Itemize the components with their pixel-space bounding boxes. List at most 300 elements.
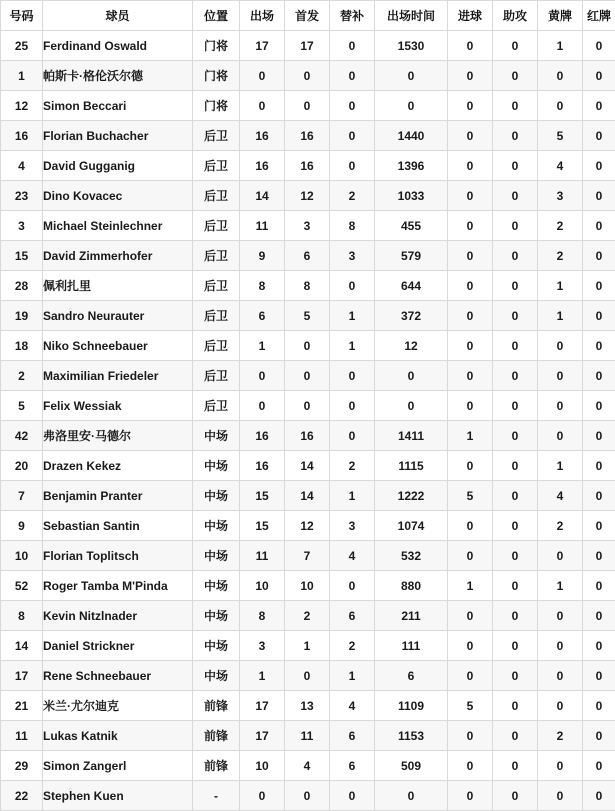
player-position-cell: 前锋 (193, 721, 240, 751)
starts-cell: 0 (285, 391, 330, 421)
assists-cell: 0 (493, 91, 538, 121)
yellow-cards-cell: 1 (538, 31, 583, 61)
player-number-cell: 29 (1, 751, 43, 781)
table-row[interactable] (1, 271, 615, 301)
appearances-cell: 9 (240, 241, 285, 271)
goals-cell: 0 (448, 361, 493, 391)
assists-cell: 0 (493, 601, 538, 631)
appearances-cell: 1 (240, 331, 285, 361)
substitute-cell: 8 (330, 211, 375, 241)
player-position-cell: 中场 (193, 511, 240, 541)
yellow-cards-cell: 0 (538, 331, 583, 361)
player-position-cell: 中场 (193, 541, 240, 571)
red-cards-cell: 0 (583, 571, 615, 601)
yellow-cards-cell: 0 (538, 541, 583, 571)
assists-cell: 0 (493, 271, 538, 301)
goals-cell: 0 (448, 661, 493, 691)
goals-cell: 0 (448, 511, 493, 541)
assists-cell: 0 (493, 541, 538, 571)
assists-cell: 0 (493, 331, 538, 361)
assists-cell: 0 (493, 31, 538, 61)
substitute-cell: 2 (330, 451, 375, 481)
red-cards-cell: 0 (583, 391, 615, 421)
substitute-cell: 0 (330, 31, 375, 61)
player-name-cell: Drazen Kekez (43, 451, 193, 481)
red-cards-cell: 0 (583, 151, 615, 181)
appearances-cell: 17 (240, 721, 285, 751)
player-name-cell: 佩利扎里 (43, 271, 193, 301)
player-position-cell: 中场 (193, 661, 240, 691)
table-row[interactable] (1, 151, 615, 181)
minutes-cell: 6 (375, 661, 448, 691)
player-position-cell: 中场 (193, 481, 240, 511)
table-row[interactable] (1, 751, 615, 781)
table-row[interactable] (1, 361, 615, 391)
player-name-cell: Ferdinand Oswald (43, 31, 193, 61)
yellow-cards-cell: 0 (538, 631, 583, 661)
red-cards-cell: 0 (583, 691, 615, 721)
substitute-cell: 3 (330, 511, 375, 541)
column-header-assists[interactable]: 助攻 (493, 1, 538, 31)
red-cards-cell: 0 (583, 541, 615, 571)
minutes-cell: 0 (375, 391, 448, 421)
starts-cell: 16 (285, 121, 330, 151)
minutes-cell: 1115 (375, 451, 448, 481)
player-position-cell: 后卫 (193, 181, 240, 211)
player-name-cell: Simon Beccari (43, 91, 193, 121)
appearances-cell: 11 (240, 541, 285, 571)
goals-cell: 0 (448, 301, 493, 331)
starts-cell: 7 (285, 541, 330, 571)
minutes-cell: 1530 (375, 31, 448, 61)
starts-cell: 16 (285, 151, 330, 181)
table-row[interactable] (1, 661, 615, 691)
player-position-cell: 中场 (193, 601, 240, 631)
table-row[interactable] (1, 631, 615, 661)
substitute-cell: 0 (330, 61, 375, 91)
player-name-cell: Lukas Katnik (43, 721, 193, 751)
column-header-goals[interactable]: 进球 (448, 1, 493, 31)
goals-cell: 0 (448, 451, 493, 481)
table-row[interactable] (1, 61, 615, 91)
player-name-cell: Stephen Kuen (43, 781, 193, 811)
assists-cell: 0 (493, 511, 538, 541)
assists-cell: 0 (493, 181, 538, 211)
player-name-cell: Niko Schneebauer (43, 331, 193, 361)
starts-cell: 16 (285, 421, 330, 451)
player-name-cell: David Gugganig (43, 151, 193, 181)
table-row[interactable] (1, 91, 615, 121)
player-name-cell: Michael Steinlechner (43, 211, 193, 241)
player-number-cell: 14 (1, 631, 43, 661)
table-row[interactable] (1, 181, 615, 211)
goals-cell: 0 (448, 121, 493, 151)
yellow-cards-cell: 1 (538, 571, 583, 601)
yellow-cards-cell: 4 (538, 151, 583, 181)
substitute-cell: 0 (330, 421, 375, 451)
table-row[interactable] (1, 301, 615, 331)
column-header-position[interactable]: 位置 (193, 1, 240, 31)
appearances-cell: 16 (240, 151, 285, 181)
minutes-cell: 1153 (375, 721, 448, 751)
appearances-cell: 0 (240, 781, 285, 811)
table-row[interactable] (1, 451, 615, 481)
player-position-cell: 后卫 (193, 331, 240, 361)
substitute-cell: 1 (330, 661, 375, 691)
yellow-cards-cell: 0 (538, 601, 583, 631)
minutes-cell: 1440 (375, 121, 448, 151)
goals-cell: 0 (448, 91, 493, 121)
red-cards-cell: 0 (583, 211, 615, 241)
column-header-yellow[interactable]: 黄牌 (538, 1, 583, 31)
red-cards-cell: 0 (583, 61, 615, 91)
substitute-cell: 2 (330, 631, 375, 661)
appearances-cell: 16 (240, 121, 285, 151)
starts-cell: 12 (285, 511, 330, 541)
red-cards-cell: 0 (583, 481, 615, 511)
starts-cell: 4 (285, 751, 330, 781)
player-position-cell: 前锋 (193, 751, 240, 781)
player-name-cell: Daniel Strickner (43, 631, 193, 661)
column-header-number[interactable]: 号码 (1, 1, 43, 31)
column-header-starts[interactable]: 首发 (285, 1, 330, 31)
starts-cell: 0 (285, 661, 330, 691)
player-name-cell: Sebastian Santin (43, 511, 193, 541)
appearances-cell: 8 (240, 271, 285, 301)
starts-cell: 17 (285, 31, 330, 61)
appearances-cell: 11 (240, 211, 285, 241)
table-row[interactable] (1, 31, 615, 61)
table-row[interactable] (1, 211, 615, 241)
goals-cell: 0 (448, 601, 493, 631)
red-cards-cell: 0 (583, 661, 615, 691)
assists-cell: 0 (493, 121, 538, 151)
assists-cell: 0 (493, 211, 538, 241)
player-number-cell: 19 (1, 301, 43, 331)
player-position-cell: 门将 (193, 31, 240, 61)
goals-cell: 0 (448, 721, 493, 751)
appearances-cell: 6 (240, 301, 285, 331)
assists-cell: 0 (493, 781, 538, 811)
player-name-cell: Rene Schneebauer (43, 661, 193, 691)
assists-cell: 0 (493, 631, 538, 661)
minutes-cell: 1033 (375, 181, 448, 211)
starts-cell: 11 (285, 721, 330, 751)
player-position-cell: 后卫 (193, 121, 240, 151)
table-row[interactable] (1, 541, 615, 571)
red-cards-cell: 0 (583, 361, 615, 391)
yellow-cards-cell: 0 (538, 421, 583, 451)
starts-cell: 0 (285, 361, 330, 391)
red-cards-cell: 0 (583, 91, 615, 121)
minutes-cell: 372 (375, 301, 448, 331)
yellow-cards-cell: 1 (538, 451, 583, 481)
assists-cell: 0 (493, 661, 538, 691)
red-cards-cell: 0 (583, 781, 615, 811)
player-position-cell: 后卫 (193, 241, 240, 271)
appearances-cell: 8 (240, 601, 285, 631)
substitute-cell: 1 (330, 301, 375, 331)
appearances-cell: 16 (240, 451, 285, 481)
player-number-cell: 20 (1, 451, 43, 481)
minutes-cell: 0 (375, 361, 448, 391)
assists-cell: 0 (493, 241, 538, 271)
minutes-cell: 111 (375, 631, 448, 661)
yellow-cards-cell: 1 (538, 301, 583, 331)
starts-cell: 0 (285, 91, 330, 121)
yellow-cards-cell: 0 (538, 61, 583, 91)
goals-cell: 0 (448, 391, 493, 421)
player-position-cell: 前锋 (193, 691, 240, 721)
assists-cell: 0 (493, 721, 538, 751)
goals-cell: 1 (448, 571, 493, 601)
goals-cell: 0 (448, 631, 493, 661)
starts-cell: 14 (285, 451, 330, 481)
player-name-cell: David Zimmerhofer (43, 241, 193, 271)
red-cards-cell: 0 (583, 31, 615, 61)
substitute-cell: 0 (330, 571, 375, 601)
appearances-cell: 15 (240, 481, 285, 511)
player-number-cell: 52 (1, 571, 43, 601)
player-name-cell: 米兰·尤尔迪克 (43, 691, 193, 721)
starts-cell: 10 (285, 571, 330, 601)
yellow-cards-cell: 1 (538, 271, 583, 301)
player-position-cell: 后卫 (193, 361, 240, 391)
assists-cell: 0 (493, 571, 538, 601)
starts-cell: 14 (285, 481, 330, 511)
yellow-cards-cell: 0 (538, 751, 583, 781)
table-row[interactable] (1, 121, 615, 151)
player-position-cell: 后卫 (193, 211, 240, 241)
substitute-cell: 4 (330, 541, 375, 571)
yellow-cards-cell: 0 (538, 781, 583, 811)
goals-cell: 0 (448, 211, 493, 241)
yellow-cards-cell: 2 (538, 511, 583, 541)
goals-cell: 5 (448, 481, 493, 511)
player-number-cell: 1 (1, 61, 43, 91)
table-row[interactable] (1, 391, 615, 421)
substitute-cell: 6 (330, 721, 375, 751)
table-header (1, 1, 615, 31)
player-number-cell: 22 (1, 781, 43, 811)
appearances-cell: 0 (240, 361, 285, 391)
minutes-cell: 0 (375, 781, 448, 811)
red-cards-cell: 0 (583, 721, 615, 751)
yellow-cards-cell: 0 (538, 661, 583, 691)
substitute-cell: 0 (330, 121, 375, 151)
table-row[interactable] (1, 781, 615, 811)
yellow-cards-cell: 2 (538, 721, 583, 751)
starts-cell: 6 (285, 241, 330, 271)
minutes-cell: 1396 (375, 151, 448, 181)
substitute-cell: 0 (330, 361, 375, 391)
minutes-cell: 211 (375, 601, 448, 631)
yellow-cards-cell: 4 (538, 481, 583, 511)
substitute-cell: 1 (330, 331, 375, 361)
table-row[interactable] (1, 691, 615, 721)
player-name-cell: Simon Zangerl (43, 751, 193, 781)
table-row[interactable] (1, 571, 615, 601)
goals-cell: 1 (448, 421, 493, 451)
player-position-cell: 中场 (193, 451, 240, 481)
goals-cell: 0 (448, 271, 493, 301)
minutes-cell: 579 (375, 241, 448, 271)
minutes-cell: 644 (375, 271, 448, 301)
minutes-cell: 455 (375, 211, 448, 241)
red-cards-cell: 0 (583, 181, 615, 211)
goals-cell: 5 (448, 691, 493, 721)
goals-cell: 0 (448, 181, 493, 211)
appearances-cell: 3 (240, 631, 285, 661)
red-cards-cell: 0 (583, 331, 615, 361)
player-number-cell: 17 (1, 661, 43, 691)
player-number-cell: 23 (1, 181, 43, 211)
substitute-cell: 1 (330, 481, 375, 511)
red-cards-cell: 0 (583, 601, 615, 631)
assists-cell: 0 (493, 61, 538, 91)
player-number-cell: 2 (1, 361, 43, 391)
assists-cell: 0 (493, 751, 538, 781)
player-name-cell: 弗洛里安·马德尔 (43, 421, 193, 451)
appearances-cell: 0 (240, 61, 285, 91)
starts-cell: 0 (285, 331, 330, 361)
table-header-row (1, 1, 615, 31)
player-position-cell: 中场 (193, 631, 240, 661)
appearances-cell: 16 (240, 421, 285, 451)
substitute-cell: 2 (330, 181, 375, 211)
column-header-red[interactable]: 红牌 (583, 1, 615, 31)
table-row[interactable] (1, 511, 615, 541)
player-name-cell: Benjamin Pranter (43, 481, 193, 511)
appearances-cell: 0 (240, 391, 285, 421)
player-number-cell: 7 (1, 481, 43, 511)
minutes-cell: 1222 (375, 481, 448, 511)
assists-cell: 0 (493, 421, 538, 451)
yellow-cards-cell: 0 (538, 691, 583, 721)
starts-cell: 8 (285, 271, 330, 301)
player-number-cell: 18 (1, 331, 43, 361)
minutes-cell: 1109 (375, 691, 448, 721)
appearances-cell: 0 (240, 91, 285, 121)
column-header-minutes[interactable]: 出场时间 (375, 1, 448, 31)
table-row[interactable] (1, 601, 615, 631)
substitute-cell: 6 (330, 601, 375, 631)
goals-cell: 0 (448, 31, 493, 61)
substitute-cell: 0 (330, 91, 375, 121)
player-name-cell: Florian Buchacher (43, 121, 193, 151)
appearances-cell: 14 (240, 181, 285, 211)
minutes-cell: 0 (375, 91, 448, 121)
player-name-cell: Roger Tamba M'Pinda (43, 571, 193, 601)
goals-cell: 0 (448, 151, 493, 181)
appearances-cell: 1 (240, 661, 285, 691)
appearances-cell: 10 (240, 571, 285, 601)
player-name-cell: 帕斯卡·格伦沃尔德 (43, 61, 193, 91)
column-header-sub[interactable]: 替补 (330, 1, 375, 31)
minutes-cell: 12 (375, 331, 448, 361)
player-name-cell: Kevin Nitzlnader (43, 601, 193, 631)
player-position-cell: - (193, 781, 240, 811)
starts-cell: 0 (285, 61, 330, 91)
appearances-cell: 17 (240, 691, 285, 721)
player-number-cell: 12 (1, 91, 43, 121)
yellow-cards-cell: 0 (538, 391, 583, 421)
goals-cell: 0 (448, 781, 493, 811)
player-number-cell: 3 (1, 211, 43, 241)
player-number-cell: 16 (1, 121, 43, 151)
minutes-cell: 1411 (375, 421, 448, 451)
yellow-cards-cell: 5 (538, 121, 583, 151)
column-header-apps[interactable]: 出场 (240, 1, 285, 31)
player-number-cell: 8 (1, 601, 43, 631)
goals-cell: 0 (448, 331, 493, 361)
starts-cell: 13 (285, 691, 330, 721)
player-number-cell: 4 (1, 151, 43, 181)
starts-cell: 5 (285, 301, 330, 331)
table-row[interactable] (1, 721, 615, 751)
red-cards-cell: 0 (583, 421, 615, 451)
red-cards-cell: 0 (583, 241, 615, 271)
goals-cell: 0 (448, 541, 493, 571)
yellow-cards-cell: 3 (538, 181, 583, 211)
player-number-cell: 15 (1, 241, 43, 271)
goals-cell: 0 (448, 61, 493, 91)
yellow-cards-cell: 0 (538, 361, 583, 391)
assists-cell: 0 (493, 481, 538, 511)
player-number-cell: 25 (1, 31, 43, 61)
player-number-cell: 28 (1, 271, 43, 301)
column-header-player[interactable]: 球员 (43, 1, 193, 31)
substitute-cell: 3 (330, 241, 375, 271)
player-name-cell: Sandro Neurauter (43, 301, 193, 331)
substitute-cell: 6 (330, 751, 375, 781)
table-row[interactable] (1, 481, 615, 511)
table-row[interactable] (1, 331, 615, 361)
minutes-cell: 1074 (375, 511, 448, 541)
substitute-cell: 4 (330, 691, 375, 721)
yellow-cards-cell: 2 (538, 241, 583, 271)
player-name-cell: Felix Wessiak (43, 391, 193, 421)
yellow-cards-cell: 0 (538, 91, 583, 121)
assists-cell: 0 (493, 451, 538, 481)
player-position-cell: 后卫 (193, 151, 240, 181)
player-number-cell: 10 (1, 541, 43, 571)
player-number-cell: 9 (1, 511, 43, 541)
red-cards-cell: 0 (583, 301, 615, 331)
player-position-cell: 门将 (193, 91, 240, 121)
minutes-cell: 880 (375, 571, 448, 601)
player-name-cell: Maximilian Friedeler (43, 361, 193, 391)
assists-cell: 0 (493, 151, 538, 181)
red-cards-cell: 0 (583, 451, 615, 481)
player-position-cell: 后卫 (193, 301, 240, 331)
substitute-cell: 0 (330, 391, 375, 421)
assists-cell: 0 (493, 301, 538, 331)
red-cards-cell: 0 (583, 751, 615, 781)
table-row[interactable] (1, 241, 615, 271)
player-name-cell: Dino Kovacec (43, 181, 193, 211)
assists-cell: 0 (493, 391, 538, 421)
table-row[interactable] (1, 421, 615, 451)
minutes-cell: 532 (375, 541, 448, 571)
yellow-cards-cell: 2 (538, 211, 583, 241)
substitute-cell: 0 (330, 151, 375, 181)
starts-cell: 2 (285, 601, 330, 631)
player-position-cell: 后卫 (193, 271, 240, 301)
player-position-cell: 中场 (193, 421, 240, 451)
starts-cell: 3 (285, 211, 330, 241)
appearances-cell: 10 (240, 751, 285, 781)
